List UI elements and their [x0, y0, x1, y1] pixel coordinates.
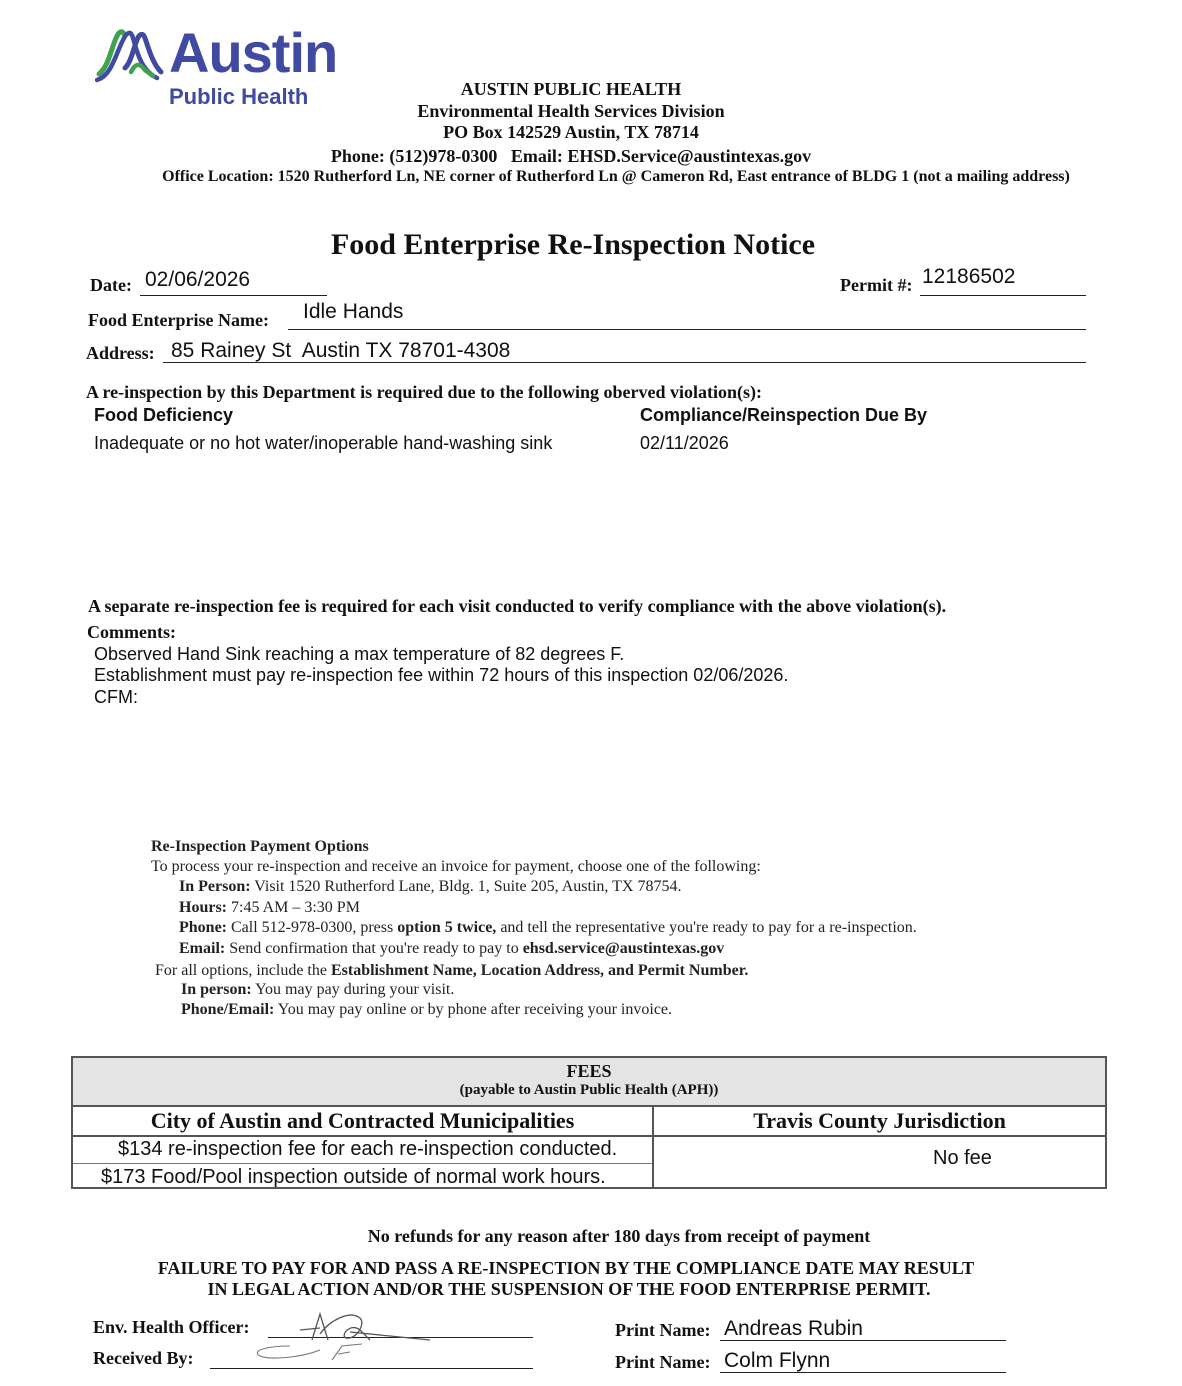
in-person-pay-text: You may pay during your visit. — [251, 981, 455, 998]
received-print-underline — [720, 1372, 1006, 1373]
payment-heading: Re-Inspection Payment Options — [151, 838, 369, 855]
page-title: Food Enterprise Re-Inspection Notice — [330, 228, 816, 261]
enterprise-name-value: Idle Hands — [303, 300, 404, 323]
in-person-pay-label: In person: — [181, 981, 252, 998]
header-contact: Phone: (512)978-0300 Email: EHSD.Service@austintexas.gov — [330, 146, 812, 166]
payment-hours — [179, 899, 360, 917]
header-org: AUSTIN PUBLIC HEALTH — [460, 79, 682, 99]
permit-underline — [920, 295, 1086, 296]
print-name-label: Print Name: — [615, 1352, 711, 1372]
comment-line: CFM: — [94, 687, 138, 707]
date-underline — [140, 295, 327, 296]
violations-intro: A re-inspection by this Department is required due to the following oberved violation(s): — [86, 382, 762, 402]
payment-in-person-pay — [181, 981, 454, 999]
email-text: Send confirmation that you're ready to pay to — [225, 940, 523, 957]
fees-column-divider — [652, 1106, 654, 1187]
logo-subtitle: Public Health — [169, 84, 309, 109]
fees-city-row: $134 re-inspection fee for each re-inspection conducted. — [118, 1138, 618, 1160]
comment-line: Observed Hand Sink reaching a max temperature of 82 degrees F. — [94, 644, 625, 664]
col-food-deficiency: Food Deficiency — [94, 405, 234, 425]
header-po-box: PO Box 142529 Austin, TX 78714 — [443, 122, 699, 142]
violation-deficiency: Inadequate or no hot water/inoperable hand-washing sink — [94, 433, 553, 453]
fees-row-divider — [73, 1163, 652, 1164]
comments-label: Comments: — [87, 622, 176, 642]
date-label: Date: — [90, 275, 132, 295]
fee-notice: A separate re-inspection fee is required for each visit conducted to verify compliance with the above violation(s). — [88, 596, 947, 616]
header-office-location: Office Location: 1520 Rutherford Ln, NE corner of Rutherford Ln @ Cameron Rd, East entrance of BLDG 1 (not a mailing address) — [162, 168, 1070, 185]
received-signature-line — [210, 1368, 533, 1369]
payment-in-person — [179, 878, 681, 896]
fees-subtitle: (payable to Austin Public Health (APH)) — [459, 1082, 719, 1098]
email-address-link[interactable]: ehsd.service@austintexas.gov — [522, 940, 725, 957]
payment-intro: To process your re-inspection and receive an invoice for payment, choose one of the following: — [151, 858, 761, 875]
address-underline — [163, 362, 1086, 363]
fees-col-county: Travis County Jurisdiction — [654, 1106, 1105, 1137]
logo-mark-icon — [95, 26, 165, 86]
received-signature-icon — [250, 1340, 380, 1365]
enterprise-name-underline — [288, 329, 1086, 330]
header-division: Environmental Health Services Division — [417, 101, 725, 121]
payment-phone — [179, 919, 917, 937]
phone-text-bold: option 5 twice, — [397, 919, 497, 936]
all-options-text: For all options, include the — [155, 962, 331, 979]
logo-word: Austin — [169, 21, 338, 84]
enterprise-name-label: Food Enterprise Name: — [88, 310, 269, 330]
address-label: Address: — [86, 343, 155, 363]
all-options-bold: Establishment Name, Location Address, and Permit Number. — [330, 962, 749, 979]
comment-line: Establishment must pay re-inspection fee within 72 hours of this inspection 02/06/2026. — [94, 665, 789, 685]
fees-city-row: $173 Food/Pool inspection outside of normal work hours. — [101, 1166, 606, 1188]
phone-label: Phone: — [179, 919, 227, 936]
fees-county-value: No fee — [933, 1147, 992, 1169]
col-due-by: Compliance/Reinspection Due By — [640, 405, 928, 425]
received-label: Received By: — [93, 1348, 194, 1368]
payment-email — [179, 940, 724, 958]
in-person-label: In Person: — [179, 878, 251, 895]
address-value: 85 Rainey St Austin TX 78701-4308 — [171, 339, 511, 362]
phone-text-a: Call 512-978-0300, press — [227, 919, 398, 936]
officer-print-name: Andreas Rubin — [724, 1317, 863, 1340]
hours-label: Hours: — [179, 899, 227, 916]
hours-text: 7:45 AM – 3:30 PM — [227, 899, 360, 916]
fees-col-city: City of Austin and Contracted Municipalities — [73, 1106, 652, 1137]
permit-value: 12186502 — [922, 265, 1016, 288]
payment-phone-email-pay — [181, 1001, 672, 1019]
fees-table-header — [73, 1058, 1105, 1107]
officer-label: Env. Health Officer: — [93, 1317, 250, 1337]
warning-line-1: FAILURE TO PAY FOR AND PASS A RE-INSPECTION BY THE COMPLIANCE DATE MAY RESULT — [157, 1258, 975, 1278]
fees-table — [71, 1056, 1107, 1189]
in-person-text: Visit 1520 Rutherford Lane, Bldg. 1, Suite 205, Austin, TX 78754. — [250, 878, 682, 895]
date-value: 02/06/2026 — [145, 268, 251, 291]
received-print-name: Colm Flynn — [724, 1349, 831, 1372]
phone-email-pay-label: Phone/Email: — [181, 1001, 275, 1018]
print-name-label: Print Name: — [615, 1320, 711, 1340]
warning-line-2: IN LEGAL ACTION AND/OR THE SUSPENSION OF THE FOOD ENTERPRISE PERMIT. — [207, 1279, 931, 1299]
email-label: Email: — [179, 940, 226, 957]
payment-all-options — [155, 962, 748, 980]
permit-label: Permit #: — [840, 275, 913, 295]
refund-notice: No refunds for any reason after 180 days from receipt of payment — [367, 1226, 871, 1246]
phone-text-b: and tell the representative you're ready to pay for a re-inspection. — [496, 919, 917, 936]
phone-email-pay-text: You may pay online or by phone after receiving your invoice. — [274, 1001, 673, 1018]
fees-title: FEES — [566, 1061, 612, 1081]
officer-print-underline — [720, 1340, 1006, 1341]
violation-due-date: 02/11/2026 — [640, 433, 729, 453]
